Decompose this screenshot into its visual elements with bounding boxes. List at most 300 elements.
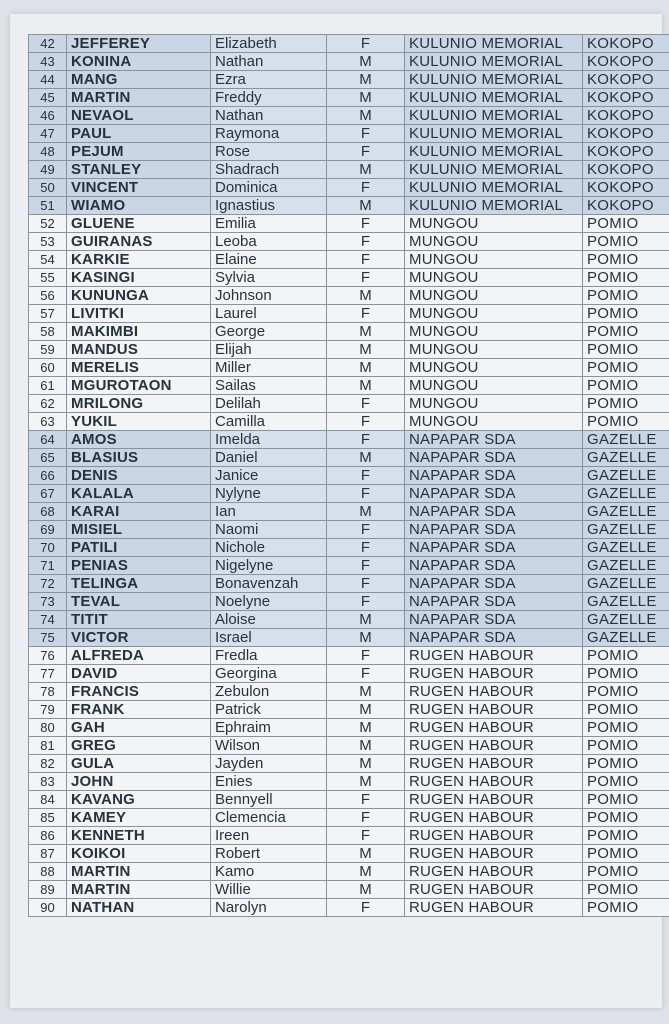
row-number: 74 — [29, 611, 67, 629]
table-row — [29, 575, 669, 593]
district-cell: POMIO — [583, 881, 669, 899]
first-name-cell: Willie — [211, 881, 327, 899]
district-cell: POMIO — [583, 737, 669, 755]
school-cell: RUGEN HABOUR — [405, 863, 583, 881]
school-cell: RUGEN HABOUR — [405, 827, 583, 845]
row-number: 48 — [29, 143, 67, 161]
district-cell: GAZELLE — [583, 593, 669, 611]
surname-cell: TEVAL — [67, 593, 211, 611]
district-cell: GAZELLE — [583, 449, 669, 467]
row-number: 53 — [29, 233, 67, 251]
sex-cell: F — [327, 899, 405, 917]
table-row — [29, 269, 669, 287]
sex-cell: F — [327, 791, 405, 809]
district-cell: GAZELLE — [583, 431, 669, 449]
first-name-cell: Daniel — [211, 449, 327, 467]
table-row — [29, 179, 669, 197]
district-cell: POMIO — [583, 233, 669, 251]
surname-cell: BLASIUS — [67, 449, 211, 467]
sex-cell: F — [327, 521, 405, 539]
row-number: 50 — [29, 179, 67, 197]
first-name-cell: Ignastius — [211, 197, 327, 215]
first-name-cell: Bennyell — [211, 791, 327, 809]
row-number: 60 — [29, 359, 67, 377]
school-cell: NAPAPAR SDA — [405, 431, 583, 449]
surname-cell: STANLEY — [67, 161, 211, 179]
district-cell: GAZELLE — [583, 521, 669, 539]
table-row — [29, 377, 669, 395]
row-number: 82 — [29, 755, 67, 773]
sex-cell: M — [327, 341, 405, 359]
first-name-cell: Naomi — [211, 521, 327, 539]
surname-cell: PATILI — [67, 539, 211, 557]
surname-cell: KENNETH — [67, 827, 211, 845]
table-row — [29, 35, 669, 53]
table-row — [29, 71, 669, 89]
first-name-cell: Bonavenzah — [211, 575, 327, 593]
table-row — [29, 863, 669, 881]
district-cell: GAZELLE — [583, 485, 669, 503]
district-cell: KOKOPO — [583, 179, 669, 197]
table-row — [29, 665, 669, 683]
school-cell: KULUNIO MEMORIAL — [405, 179, 583, 197]
sex-cell: M — [327, 359, 405, 377]
district-cell: POMIO — [583, 377, 669, 395]
school-cell: MUNGOU — [405, 233, 583, 251]
school-cell: KULUNIO MEMORIAL — [405, 53, 583, 71]
first-name-cell: Patrick — [211, 701, 327, 719]
district-cell: POMIO — [583, 413, 669, 431]
first-name-cell: Rose — [211, 143, 327, 161]
sex-cell: M — [327, 737, 405, 755]
table-row — [29, 143, 669, 161]
first-name-cell: Ian — [211, 503, 327, 521]
surname-cell: KUNUNGA — [67, 287, 211, 305]
sex-cell: M — [327, 449, 405, 467]
printed-sheet — [10, 14, 662, 1008]
row-number: 46 — [29, 107, 67, 125]
first-name-cell: Laurel — [211, 305, 327, 323]
sex-cell: F — [327, 305, 405, 323]
district-cell: POMIO — [583, 701, 669, 719]
school-cell: RUGEN HABOUR — [405, 773, 583, 791]
row-number: 78 — [29, 683, 67, 701]
school-cell: MUNGOU — [405, 251, 583, 269]
school-cell: MUNGOU — [405, 269, 583, 287]
surname-cell: AMOS — [67, 431, 211, 449]
first-name-cell: Narolyn — [211, 899, 327, 917]
sex-cell: M — [327, 881, 405, 899]
district-cell: POMIO — [583, 359, 669, 377]
sex-cell: M — [327, 89, 405, 107]
sex-cell: F — [327, 593, 405, 611]
school-cell: RUGEN HABOUR — [405, 719, 583, 737]
table-row — [29, 323, 669, 341]
table-row — [29, 539, 669, 557]
district-cell: KOKOPO — [583, 107, 669, 125]
sex-cell: M — [327, 863, 405, 881]
surname-cell: PEJUM — [67, 143, 211, 161]
row-number: 73 — [29, 593, 67, 611]
table-row — [29, 287, 669, 305]
table-row — [29, 845, 669, 863]
row-number: 43 — [29, 53, 67, 71]
surname-cell: VICTOR — [67, 629, 211, 647]
surname-cell: GLUENE — [67, 215, 211, 233]
first-name-cell: Nylyne — [211, 485, 327, 503]
surname-cell: GUIRANAS — [67, 233, 211, 251]
table-row — [29, 611, 669, 629]
surname-cell: MARTIN — [67, 863, 211, 881]
first-name-cell: Nathan — [211, 107, 327, 125]
table-row — [29, 413, 669, 431]
row-number: 81 — [29, 737, 67, 755]
surname-cell: KALALA — [67, 485, 211, 503]
table-row — [29, 557, 669, 575]
surname-cell: PENIAS — [67, 557, 211, 575]
row-number: 89 — [29, 881, 67, 899]
sex-cell: F — [327, 809, 405, 827]
table-row — [29, 341, 669, 359]
surname-cell: KARAI — [67, 503, 211, 521]
table-row — [29, 503, 669, 521]
surname-cell: NEVAOL — [67, 107, 211, 125]
school-cell: RUGEN HABOUR — [405, 683, 583, 701]
sex-cell: F — [327, 431, 405, 449]
sex-cell: F — [327, 269, 405, 287]
row-number: 59 — [29, 341, 67, 359]
row-number: 58 — [29, 323, 67, 341]
school-cell: NAPAPAR SDA — [405, 467, 583, 485]
school-cell: NAPAPAR SDA — [405, 575, 583, 593]
school-cell: KULUNIO MEMORIAL — [405, 71, 583, 89]
table-row — [29, 485, 669, 503]
district-cell: KOKOPO — [583, 71, 669, 89]
surname-cell: KONINA — [67, 53, 211, 71]
sex-cell: F — [327, 557, 405, 575]
first-name-cell: Ephraim — [211, 719, 327, 737]
first-name-cell: Kamo — [211, 863, 327, 881]
table-row — [29, 701, 669, 719]
row-number: 67 — [29, 485, 67, 503]
district-cell: KOKOPO — [583, 53, 669, 71]
surname-cell: FRANK — [67, 701, 211, 719]
first-name-cell: Israel — [211, 629, 327, 647]
table-row — [29, 755, 669, 773]
sex-cell: F — [327, 179, 405, 197]
table-row — [29, 359, 669, 377]
district-cell: KOKOPO — [583, 125, 669, 143]
table-row — [29, 161, 669, 179]
district-cell: POMIO — [583, 791, 669, 809]
sex-cell: F — [327, 827, 405, 845]
school-cell: RUGEN HABOUR — [405, 701, 583, 719]
school-cell: MUNGOU — [405, 359, 583, 377]
row-number: 63 — [29, 413, 67, 431]
school-cell: KULUNIO MEMORIAL — [405, 197, 583, 215]
table-row — [29, 449, 669, 467]
row-number: 84 — [29, 791, 67, 809]
surname-cell: WIAMO — [67, 197, 211, 215]
sex-cell: M — [327, 629, 405, 647]
sex-cell: F — [327, 35, 405, 53]
row-number: 45 — [29, 89, 67, 107]
surname-cell: LIVITKI — [67, 305, 211, 323]
first-name-cell: Nigelyne — [211, 557, 327, 575]
school-cell: NAPAPAR SDA — [405, 449, 583, 467]
sex-cell: M — [327, 755, 405, 773]
first-name-cell: Wilson — [211, 737, 327, 755]
first-name-cell: Enies — [211, 773, 327, 791]
table-row — [29, 251, 669, 269]
row-number: 47 — [29, 125, 67, 143]
row-number: 55 — [29, 269, 67, 287]
school-cell: RUGEN HABOUR — [405, 791, 583, 809]
surname-cell: DENIS — [67, 467, 211, 485]
sex-cell: M — [327, 323, 405, 341]
first-name-cell: Dominica — [211, 179, 327, 197]
sex-cell: F — [327, 485, 405, 503]
sex-cell: F — [327, 539, 405, 557]
row-number: 83 — [29, 773, 67, 791]
surname-cell: TITIT — [67, 611, 211, 629]
surname-cell: FRANCIS — [67, 683, 211, 701]
school-cell: MUNGOU — [405, 377, 583, 395]
surname-cell: GULA — [67, 755, 211, 773]
school-cell: RUGEN HABOUR — [405, 737, 583, 755]
row-number: 86 — [29, 827, 67, 845]
district-cell: POMIO — [583, 287, 669, 305]
table-row — [29, 467, 669, 485]
district-cell: POMIO — [583, 845, 669, 863]
school-cell: RUGEN HABOUR — [405, 647, 583, 665]
table-row — [29, 719, 669, 737]
sex-cell: M — [327, 773, 405, 791]
row-number: 70 — [29, 539, 67, 557]
first-name-cell: Elaine — [211, 251, 327, 269]
row-number: 90 — [29, 899, 67, 917]
sex-cell: M — [327, 71, 405, 89]
table-row — [29, 791, 669, 809]
district-cell: GAZELLE — [583, 557, 669, 575]
row-number: 42 — [29, 35, 67, 53]
school-cell: NAPAPAR SDA — [405, 629, 583, 647]
first-name-cell: Jayden — [211, 755, 327, 773]
table-row — [29, 773, 669, 791]
sex-cell: M — [327, 701, 405, 719]
first-name-cell: Miller — [211, 359, 327, 377]
school-cell: RUGEN HABOUR — [405, 899, 583, 917]
district-cell: GAZELLE — [583, 503, 669, 521]
school-cell: KULUNIO MEMORIAL — [405, 89, 583, 107]
district-cell: GAZELLE — [583, 467, 669, 485]
sex-cell: F — [327, 575, 405, 593]
sex-cell: F — [327, 647, 405, 665]
first-name-cell: Sylvia — [211, 269, 327, 287]
school-cell: MUNGOU — [405, 413, 583, 431]
surname-cell: MERELIS — [67, 359, 211, 377]
first-name-cell: Fredla — [211, 647, 327, 665]
district-cell: POMIO — [583, 863, 669, 881]
school-cell: MUNGOU — [405, 395, 583, 413]
district-cell: POMIO — [583, 305, 669, 323]
school-cell: NAPAPAR SDA — [405, 593, 583, 611]
surname-cell: MANG — [67, 71, 211, 89]
school-cell: KULUNIO MEMORIAL — [405, 161, 583, 179]
sex-cell: F — [327, 215, 405, 233]
district-cell: POMIO — [583, 395, 669, 413]
sex-cell: M — [327, 161, 405, 179]
table-row — [29, 809, 669, 827]
surname-cell: MISIEL — [67, 521, 211, 539]
first-name-cell: George — [211, 323, 327, 341]
surname-cell: ALFREDA — [67, 647, 211, 665]
school-cell: RUGEN HABOUR — [405, 755, 583, 773]
sex-cell: F — [327, 665, 405, 683]
row-number: 85 — [29, 809, 67, 827]
first-name-cell: Elijah — [211, 341, 327, 359]
surname-cell: JEFFEREY — [67, 35, 211, 53]
surname-cell: KAVANG — [67, 791, 211, 809]
district-cell: POMIO — [583, 755, 669, 773]
surname-cell: MAKIMBI — [67, 323, 211, 341]
surname-cell: MARTIN — [67, 881, 211, 899]
first-name-cell: Camilla — [211, 413, 327, 431]
row-number: 66 — [29, 467, 67, 485]
sex-cell: F — [327, 125, 405, 143]
school-cell: KULUNIO MEMORIAL — [405, 143, 583, 161]
school-cell: MUNGOU — [405, 341, 583, 359]
first-name-cell: Emilia — [211, 215, 327, 233]
table-row — [29, 647, 669, 665]
district-cell: POMIO — [583, 683, 669, 701]
table-row — [29, 395, 669, 413]
row-number: 80 — [29, 719, 67, 737]
row-number: 52 — [29, 215, 67, 233]
row-number: 56 — [29, 287, 67, 305]
row-number: 75 — [29, 629, 67, 647]
table-row — [29, 521, 669, 539]
first-name-cell: Leoba — [211, 233, 327, 251]
district-cell: KOKOPO — [583, 35, 669, 53]
sex-cell: F — [327, 143, 405, 161]
table-row — [29, 233, 669, 251]
surname-cell: MANDUS — [67, 341, 211, 359]
school-cell: NAPAPAR SDA — [405, 557, 583, 575]
surname-cell: MARTIN — [67, 89, 211, 107]
table-row — [29, 593, 669, 611]
school-cell: RUGEN HABOUR — [405, 809, 583, 827]
first-name-cell: Nathan — [211, 53, 327, 71]
table-row — [29, 431, 669, 449]
sex-cell: M — [327, 377, 405, 395]
row-number: 88 — [29, 863, 67, 881]
sex-cell: F — [327, 251, 405, 269]
sex-cell: M — [327, 197, 405, 215]
table-row — [29, 737, 669, 755]
first-name-cell: Johnson — [211, 287, 327, 305]
row-number: 77 — [29, 665, 67, 683]
table-row — [29, 899, 669, 917]
student-roster-table — [28, 34, 669, 917]
row-number: 61 — [29, 377, 67, 395]
table-row — [29, 107, 669, 125]
district-cell: POMIO — [583, 323, 669, 341]
row-number: 64 — [29, 431, 67, 449]
district-cell: POMIO — [583, 341, 669, 359]
table-row — [29, 881, 669, 899]
surname-cell: MGUROTAON — [67, 377, 211, 395]
table-row — [29, 125, 669, 143]
first-name-cell: Imelda — [211, 431, 327, 449]
row-number: 44 — [29, 71, 67, 89]
district-cell: KOKOPO — [583, 197, 669, 215]
school-cell: RUGEN HABOUR — [405, 881, 583, 899]
school-cell: RUGEN HABOUR — [405, 845, 583, 863]
sex-cell: F — [327, 467, 405, 485]
district-cell: POMIO — [583, 647, 669, 665]
table-row — [29, 629, 669, 647]
sex-cell: M — [327, 503, 405, 521]
first-name-cell: Zebulon — [211, 683, 327, 701]
first-name-cell: Noelyne — [211, 593, 327, 611]
row-number: 87 — [29, 845, 67, 863]
district-cell: GAZELLE — [583, 575, 669, 593]
first-name-cell: Shadrach — [211, 161, 327, 179]
first-name-cell: Janice — [211, 467, 327, 485]
table-row — [29, 683, 669, 701]
table-row — [29, 197, 669, 215]
surname-cell: GREG — [67, 737, 211, 755]
row-number: 79 — [29, 701, 67, 719]
district-cell: POMIO — [583, 773, 669, 791]
district-cell: KOKOPO — [583, 89, 669, 107]
row-number: 65 — [29, 449, 67, 467]
sex-cell: F — [327, 233, 405, 251]
district-cell: POMIO — [583, 269, 669, 287]
first-name-cell: Robert — [211, 845, 327, 863]
first-name-cell: Elizabeth — [211, 35, 327, 53]
sex-cell: M — [327, 287, 405, 305]
sex-cell: M — [327, 611, 405, 629]
school-cell: NAPAPAR SDA — [405, 539, 583, 557]
table-row — [29, 215, 669, 233]
sex-cell: M — [327, 53, 405, 71]
table-row — [29, 827, 669, 845]
school-cell: MUNGOU — [405, 215, 583, 233]
district-cell: POMIO — [583, 665, 669, 683]
sex-cell: M — [327, 719, 405, 737]
row-number: 51 — [29, 197, 67, 215]
first-name-cell: Raymona — [211, 125, 327, 143]
first-name-cell: Sailas — [211, 377, 327, 395]
surname-cell: TELINGA — [67, 575, 211, 593]
table-row — [29, 305, 669, 323]
row-number: 57 — [29, 305, 67, 323]
school-cell: NAPAPAR SDA — [405, 485, 583, 503]
school-cell: MUNGOU — [405, 323, 583, 341]
district-cell: GAZELLE — [583, 539, 669, 557]
district-cell: POMIO — [583, 251, 669, 269]
surname-cell: MRILONG — [67, 395, 211, 413]
school-cell: NAPAPAR SDA — [405, 611, 583, 629]
school-cell: KULUNIO MEMORIAL — [405, 125, 583, 143]
row-number: 72 — [29, 575, 67, 593]
district-cell: POMIO — [583, 809, 669, 827]
surname-cell: JOHN — [67, 773, 211, 791]
first-name-cell: Ezra — [211, 71, 327, 89]
sex-cell: F — [327, 413, 405, 431]
